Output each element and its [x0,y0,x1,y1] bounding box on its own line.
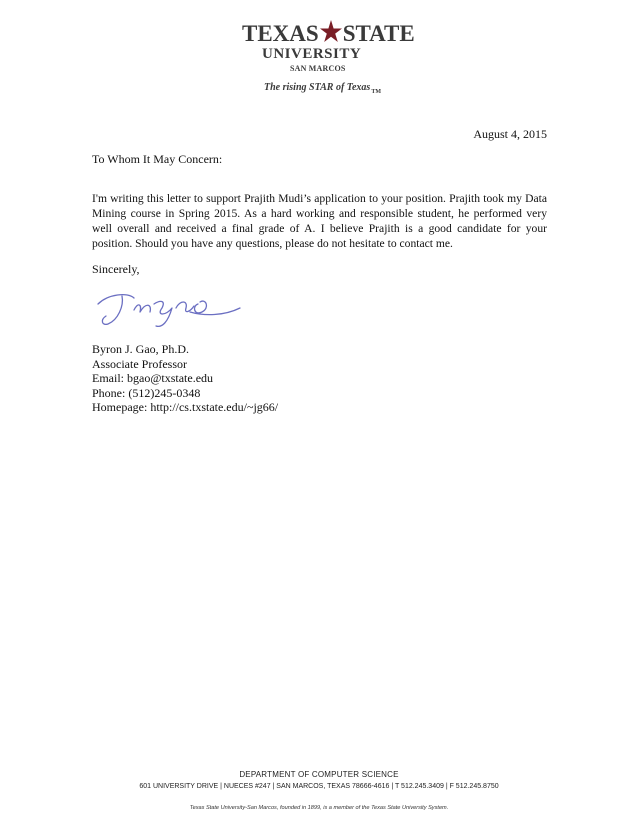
footer-department: DEPARTMENT OF COMPUTER SCIENCE [239,770,399,779]
letter-salutation: To Whom It May Concern: [92,152,223,166]
university-logo [232,14,415,104]
signer-email[interactable]: Email: bgao@txstate.edu [92,371,214,385]
signer-title: Associate Professor [92,356,187,371]
signer-phone: Phone: (512)245-0348 [92,385,201,400]
star-icon [320,20,342,44]
handwritten-signature [94,282,244,332]
logo-tagline [264,82,381,95]
logo-wordmark [242,20,415,47]
letter-body: I'm writing this letter to support Prajith Mudi’s application to your position. Prajith took my Data Mining course in Spring 2015. As a hard working and responsible student, he performed very well overall and received a final grade of A. I believe Prajith is a good candidate for your position. Should you have any questions, please do not hesitate to contact me. [92,192,547,250]
letter-date: August 4, 2015 [473,127,547,141]
logo-trademark: TM [371,89,381,95]
logo-university: UNIVERSITY [262,46,362,62]
signer-block [92,342,278,415]
footer-address: 601 UNIVERSITY DRIVE | NUECES #247 | SAN MARCOS, TEXAS 78666-4616 | T 512.245.3409 | F 512.245.8750 [139,783,499,790]
logo-word-state: STATE [342,21,415,46]
letter-closing: Sincerely, [92,262,140,276]
signer-name: Byron J. Gao, Ph.D. [92,342,190,356]
logo-san-marcos: SAN MARCOS [290,64,346,73]
logo-tagline-text: The rising STAR of Texas [264,82,371,93]
logo-word-texas: TEXAS [242,21,319,46]
signer-homepage[interactable]: Homepage: http://cs.txstate.edu/~jg66/ [92,400,279,414]
footer-note: Texas State University-San Marcos, founded in 1899, is a member of the Texas State University System. [189,805,449,811]
